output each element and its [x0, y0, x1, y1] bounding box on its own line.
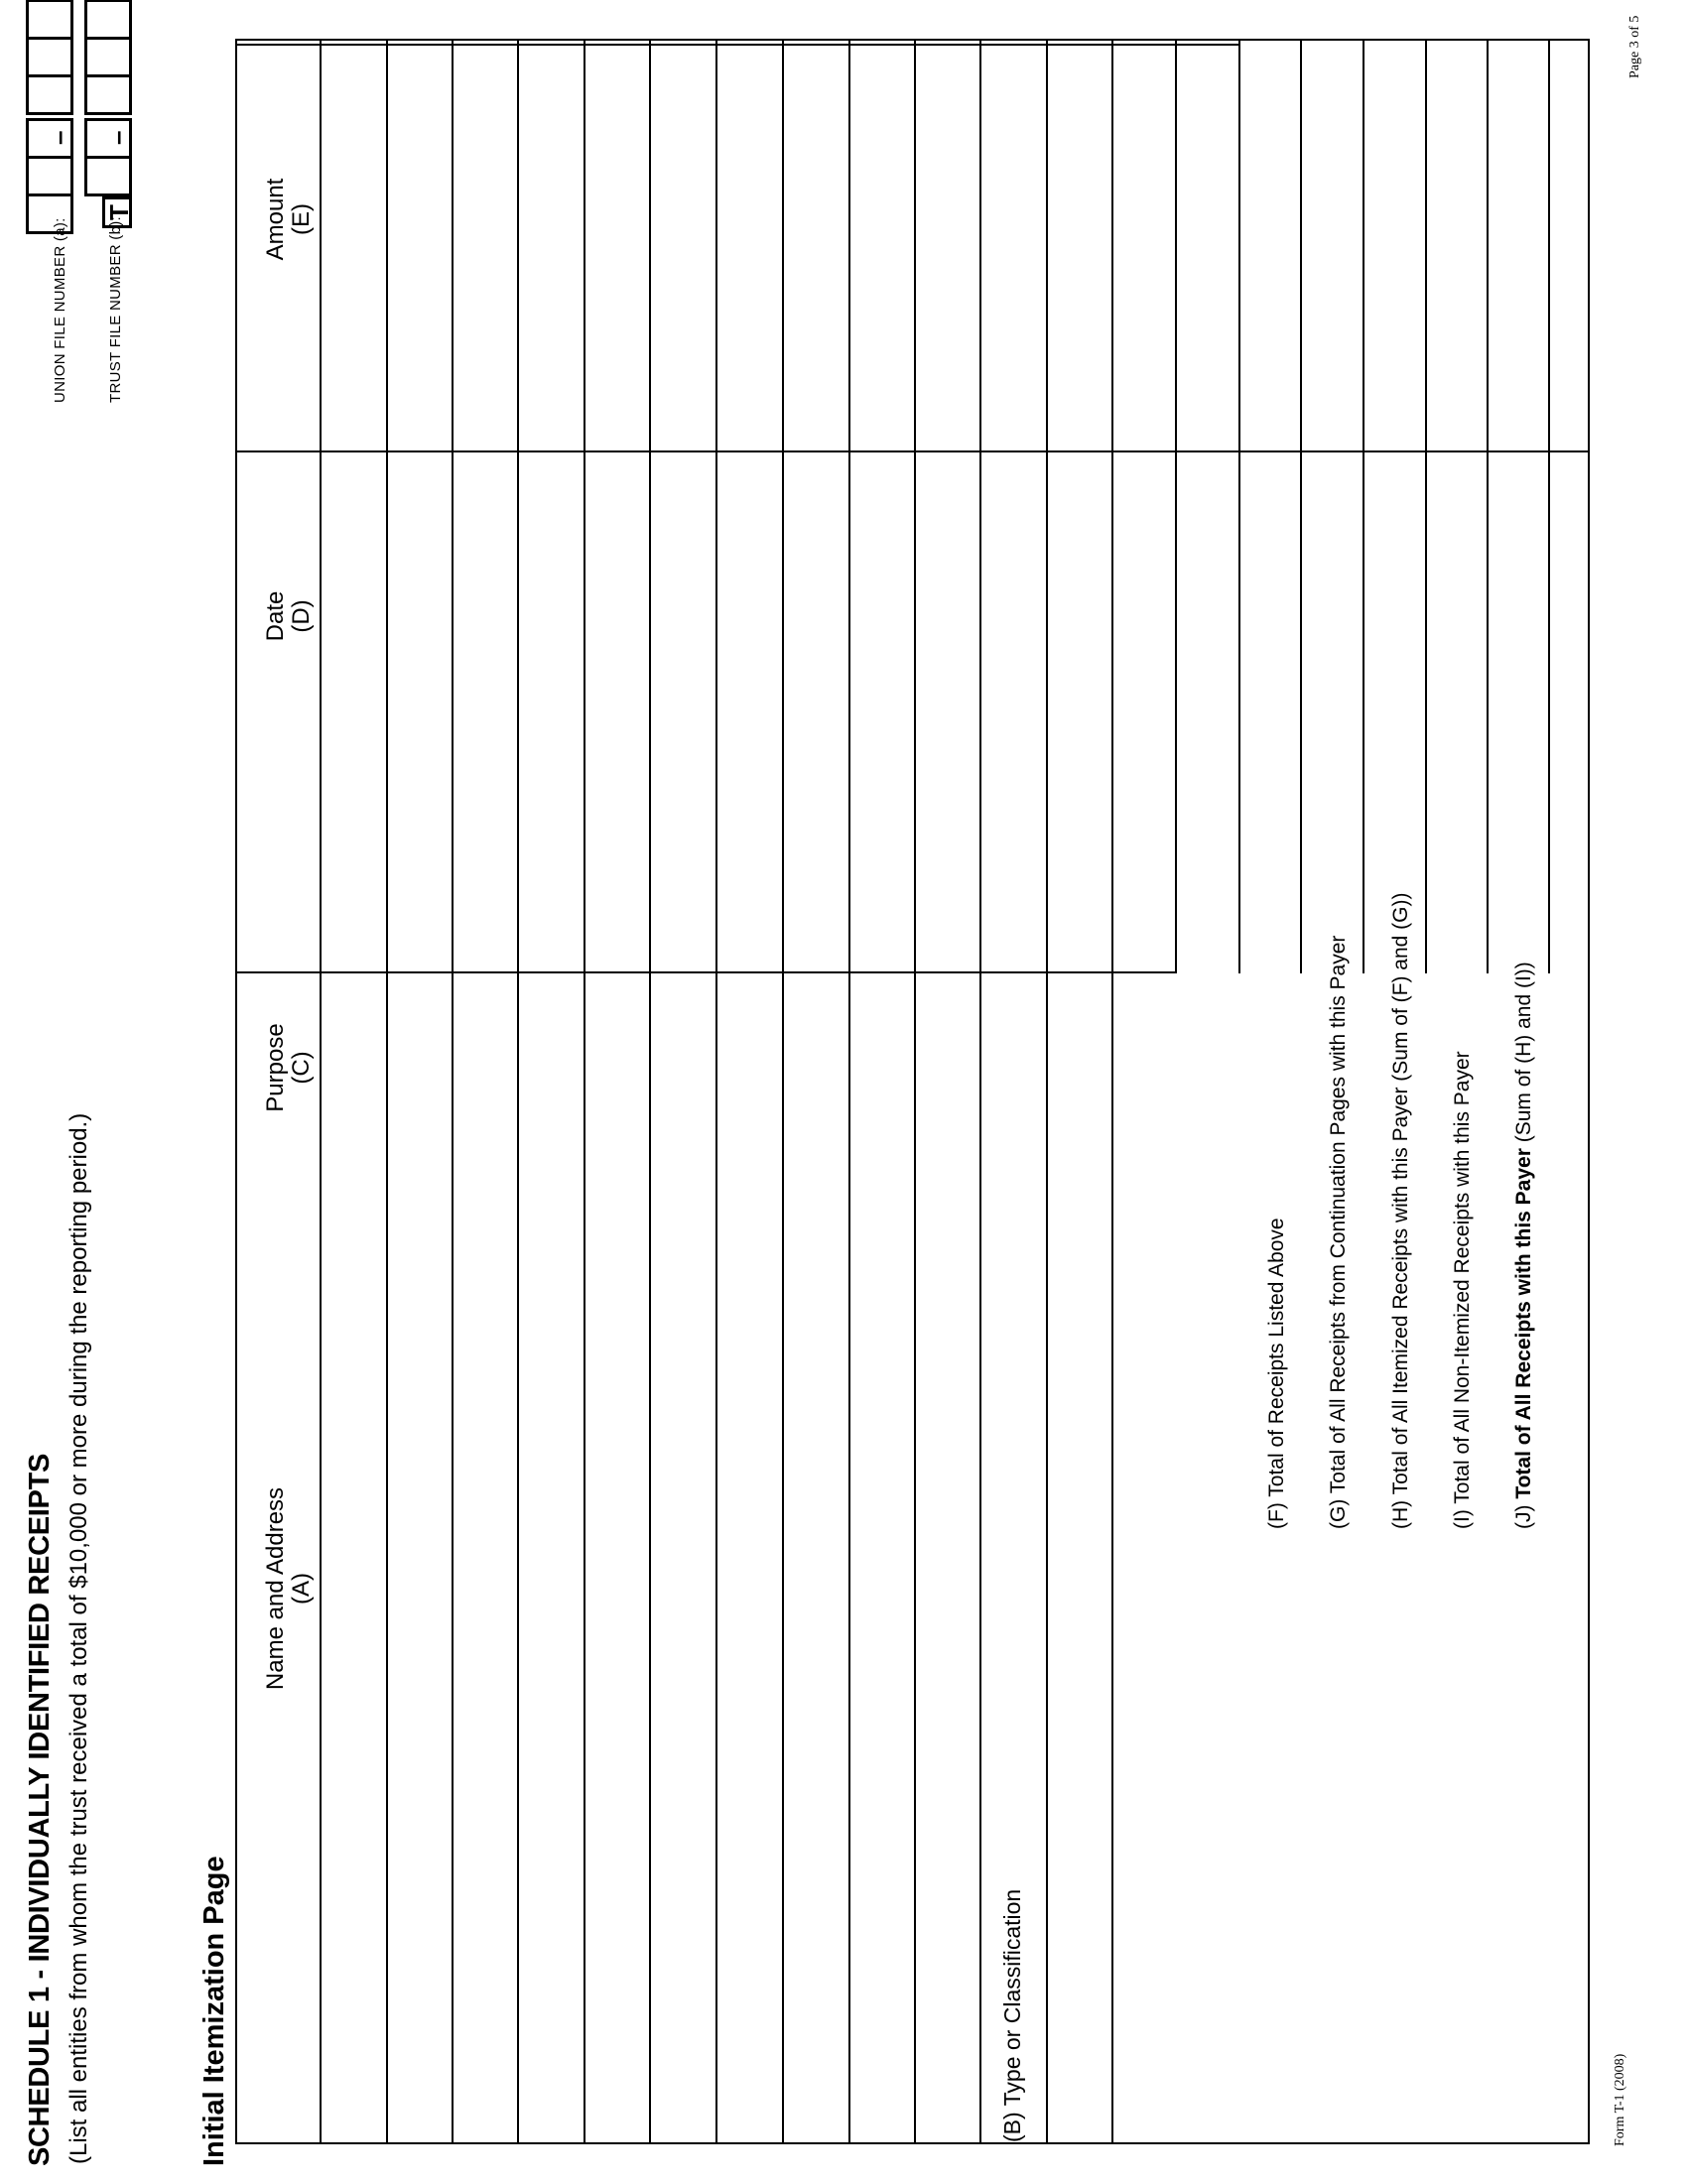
schedule-title: SCHEDULE 1 - INDIVIDUALLY IDENTIFIED RECEIPTS [24, 1453, 56, 2166]
row-line-4 [517, 41, 519, 2144]
col-a-header [263, 1450, 315, 1728]
union-digit-box[interactable] [26, 37, 73, 77]
col-e-header [263, 160, 315, 279]
col-a-label: Name and Address [262, 1486, 289, 1691]
table-border-left [235, 2142, 1588, 2144]
row-line-8 [782, 41, 784, 2144]
col-e-letter: (E) [288, 203, 315, 235]
row-line-14 [1175, 41, 1177, 973]
row-line-15 [1238, 41, 1240, 973]
table-border-top [235, 41, 237, 2144]
union-digit-box[interactable] [26, 0, 73, 40]
amount-col-divider [1175, 450, 1588, 452]
row-line-2 [386, 41, 388, 2144]
col-d-label: Date [262, 590, 289, 642]
col-line-d-e [235, 44, 1238, 46]
row-line-6 [649, 41, 651, 2144]
trust-digit-box[interactable] [84, 0, 132, 40]
col-line-c-d [235, 450, 1238, 452]
total-f-label: (F) Total of Receipts Listed Above [1265, 1218, 1288, 1529]
trust-prefix-box: T [102, 196, 132, 228]
col-e-label: Amount [262, 178, 289, 261]
trust-file-number-label: TRUST FILE NUMBER (b): [107, 215, 124, 403]
union-digit-box[interactable] [26, 74, 73, 115]
row-line-16 [1300, 41, 1302, 973]
page-number: Page 3 of 5 [1627, 15, 1642, 78]
row-line-11 [979, 41, 981, 2144]
union-digit-box[interactable] [26, 193, 73, 234]
col-c-header [263, 944, 315, 1192]
total-i-label: (I) Total of All Non-Itemized Receipts with this Payer [1451, 1051, 1474, 1529]
row-line-1 [320, 41, 322, 2144]
total-h-label: (H) Total of All Itemized Receipts with this Payer (Sum of (F) and (G)) [1389, 892, 1412, 1529]
trust-digit-box[interactable] [84, 156, 132, 196]
total-j-prefix: (J) [1512, 1498, 1535, 1529]
trust-digit-box[interactable] [84, 74, 132, 115]
row-line-10 [914, 41, 916, 2144]
union-file-dash: – [44, 130, 73, 145]
total-j-label [1512, 962, 1536, 1529]
row-line-20 [1548, 41, 1550, 973]
row-line-19 [1487, 41, 1489, 973]
row-line-17 [1363, 41, 1364, 973]
trust-file-dash: – [102, 130, 132, 145]
col-a-letter: (A) [288, 1573, 315, 1605]
col-c-letter: (C) [288, 1051, 315, 1085]
union-file-number-label: UNION FILE NUMBER (a): [52, 217, 68, 403]
row-line-18 [1425, 41, 1427, 973]
col-line-a-c [235, 971, 1175, 973]
row-line-5 [584, 41, 585, 2144]
union-digit-box[interactable] [26, 156, 73, 196]
table-border-bottom [1588, 41, 1590, 2144]
row-line-13 [1111, 41, 1113, 2144]
form-number: Form T-1 (2008) [1613, 2053, 1627, 2146]
schedule-instructions: (List all entities from whom the trust received a total of $10,000 or more during the reporting period.) [65, 1112, 92, 2164]
row-line-12 [1046, 41, 1048, 2144]
section-heading: Initial Itemization Page [198, 1856, 230, 2166]
table-border-right [235, 39, 1590, 41]
row-line-7 [715, 41, 717, 2144]
total-j-bold: Total of All Receipts with this Payer [1512, 1148, 1535, 1499]
col-d-letter: (D) [288, 599, 315, 633]
type-classification-label: (B) Type or Classification [999, 1888, 1025, 2142]
col-d-header [263, 557, 315, 676]
col-c-label: Purpose [262, 1023, 289, 1112]
row-line-9 [848, 41, 850, 2144]
total-j-suffix: (Sum of (H) and (I)) [1512, 962, 1535, 1149]
total-g-label: (G) Total of All Receipts from Continuation Pages with this Payer [1327, 935, 1350, 1529]
row-line-3 [452, 41, 454, 2144]
trust-digit-box[interactable] [84, 37, 132, 77]
